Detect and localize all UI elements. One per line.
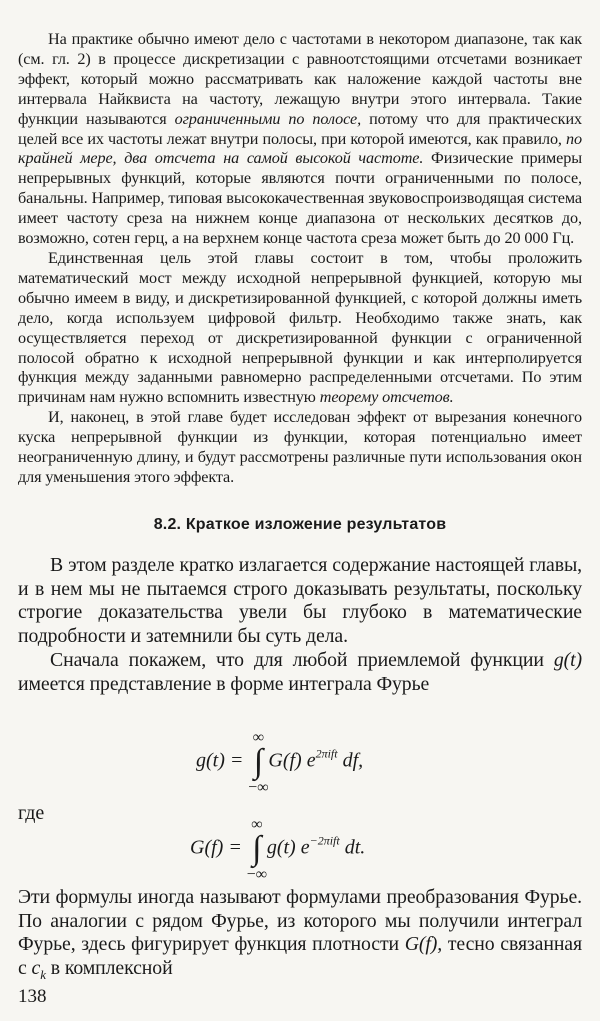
body-paragraph-2: Сначала покажем, что для любой приемлемой функции g(t) имеется представление в форме интеграла Фурье	[18, 648, 582, 695]
intro-paragraph-3: И, наконец, в этой главе будет исследован эффект от вырезания конечного куска непрерывной функции из функции, которая потенциально имеет неограниченную длину, и будут рассмотрены различные пути использования окон для уменьшения этого эффекта.	[18, 408, 582, 486]
intro-text	[18, 30, 582, 498]
intro-paragraph-1: На практике обычно имеют дело с частотами в некотором диапазоне, так как (см. гл. 2) в процессе дискретизации с равноотстоящими отсчетами возникает эффект, который можно рассматривать как наложение каждой частоты вне интервала Найквиста на частоту, лежащую внутри этого интервала. Такие функции называются ограниченными по полосе, потому что для практических целей все их частоты лежат внутри полосы, при которой имеются, как правило, по крайней мере, два отсчета на самой высокой частоте. Физические примеры непрерывных функций, которые являются почти ограниченными по полосе, банальны. Например, типовая высококачественная звуковоспроизводящая система имеет частоту среза на нижнем конце диапазона от нескольких десятков до, возможно, сотен герц, а на верхнем конце частота среза может быть до 20 000 Гц.	[18, 30, 583, 248]
where-word: где	[18, 802, 45, 824]
fourier-transform-formula: G(f) = ∞ ∫ −∞ g(t) $e^{-2\pi ift}$ dt.	[190, 816, 366, 883]
intro-paragraph-2: Единственная цель этой главы состоит в том, чтобы проложить математический мост между исходной непрерывной функцией, которую мы обычно имеем в виду, и дискретизированной функцией, с которой должны иметь дело, когда используем цифровой фильтр. Необходимо также знать, как осуществляется переход от дискретизированной функции с ограниченной полосой обратно к исходной непрерывной функции и как интерполируется функция между заданными равномерно распределенными отсчетами. По этим причинам нам нужно вспомнить известную теорему отсчетов.	[18, 248, 582, 407]
section-body	[18, 554, 582, 696]
body-paragraph-1: В этом разделе кратко излагается содержание настоящей главы, и в нем мы не пытаемся строго доказывать результаты, поскольку строгие доказательства увели бы глубоко в математические подробности и затемнили бы суть дела.	[18, 554, 582, 648]
section-heading: 8.2. Краткое изложение результатов	[153, 516, 447, 533]
closing-paragraph: Эти формулы иногда называют формулами преобразования Фурье. По аналогии с рядом Фурье, из которого мы получили интеграл Фурье, здесь фигурирует функция плотности G(f), тесно связанная с $c_k$ в комплексной	[18, 886, 582, 983]
page-number: 138	[18, 986, 47, 1007]
fourier-integral-formula: g(t) = ∞ ∫ −∞ G(f) $e^{2\pi ift}$ df,	[196, 729, 364, 796]
